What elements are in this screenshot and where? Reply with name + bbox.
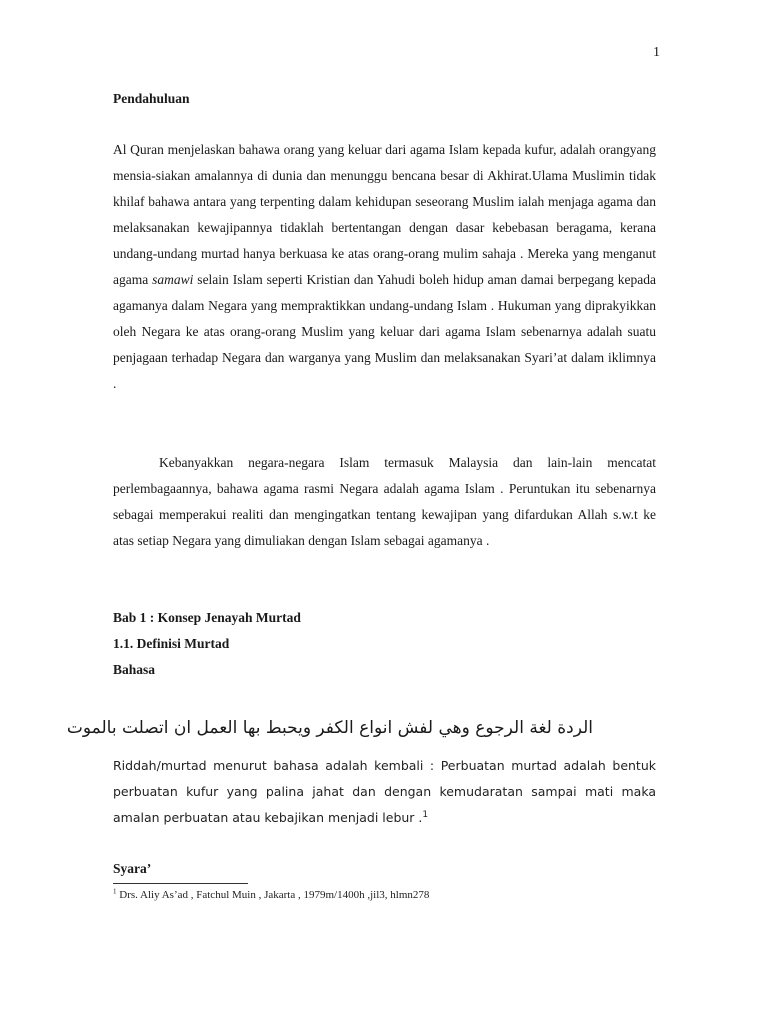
intro-paragraph-1-text-start: Al Quran menjelaskan bahawa orang yang keluar dari agama Islam kepada kufur, adalah orangyang mensia-siakan amalannya di dunia dan menunggu bencana besar di Akhirat.Ulama Muslimin tidak khilaf bahawa antara yang terpenting dalam kehidupan seseorang Muslim ialah menjaga agama dan melaksanakan kewajipannya tidaklah bertentangan dengan dasar kebebasan beragama, kerana undang-undang murtad hanya berkuasa ke atas orang-orang mulim sahaja . Mereka yang menganut agama <box>113 142 656 287</box>
footnote-reference[interactable]: 1 <box>422 809 429 820</box>
definition-paragraph <box>113 753 656 831</box>
subsection-title-bahasa: Bahasa <box>113 662 156 677</box>
footnote-divider <box>113 883 248 884</box>
definition-paragraph-text: Riddah/murtad menurut bahasa adalah kembali : Perbuatan murtad adalah bentuk perbuatan kufur yang palina jahat dan dengan kemudaratan sampai mati maka amalan perbuatan atau kebajikan menjadi lebur . <box>113 758 656 825</box>
intro-paragraph-1 <box>113 137 656 397</box>
intro-paragraph-1-text-end: selain Islam seperti Kristian dan Yahudi boleh hidup aman damai berpegang kepada agamanya dalam Negara yang mempraktikkan undang-undang Islam . Hukuman yang diprakyikkan oleh Negara ke atas orang-orang Muslim yang keluar dari agama Islam sebenarnya adalah suatu penjagaan terhadap Negara dan warganya yang Muslim dan melaksanakan Syari’at dalam iklimnya . <box>113 272 656 391</box>
footnote-text: Drs. Aliy As’ad , Fatchul Muin , Jakarta , 1979m/1400h ,jil3, hlmn278 <box>116 889 430 901</box>
page-number: 1 <box>653 45 660 60</box>
arabic-definition-text: الردة لغة الرجوع وهي لفش انواع الكفر ويحبط بها العمل ان اتصلت بالموت <box>66 718 593 738</box>
chapter-title: Bab 1 : Konsep Jenayah Murtad <box>113 610 301 625</box>
section-heading-pendahuluan: Pendahuluan <box>113 91 190 106</box>
footnote-marker: 1 <box>113 887 117 896</box>
intro-paragraph-1-italic-term: samawi <box>152 272 194 287</box>
section-title: 1.1. Definisi Murtad <box>113 636 230 651</box>
subsection-title-syara: Syara’ <box>113 861 152 876</box>
intro-paragraph-2: Kebanyakkan negara-negara Islam termasuk Malaysia dan lain-lain mencatat perlembagaannya, bahawa agama rasmi Negara adalah agama Islam . Peruntukan itu sebenarnya sebagai memperakui realiti dan mengingatkan tentang kewajipan yang difardukan Allah s.w.t ke atas setiap Negara yang dimuliakan dengan Islam sebagai agamanya . <box>113 455 656 548</box>
footnote <box>113 889 429 901</box>
